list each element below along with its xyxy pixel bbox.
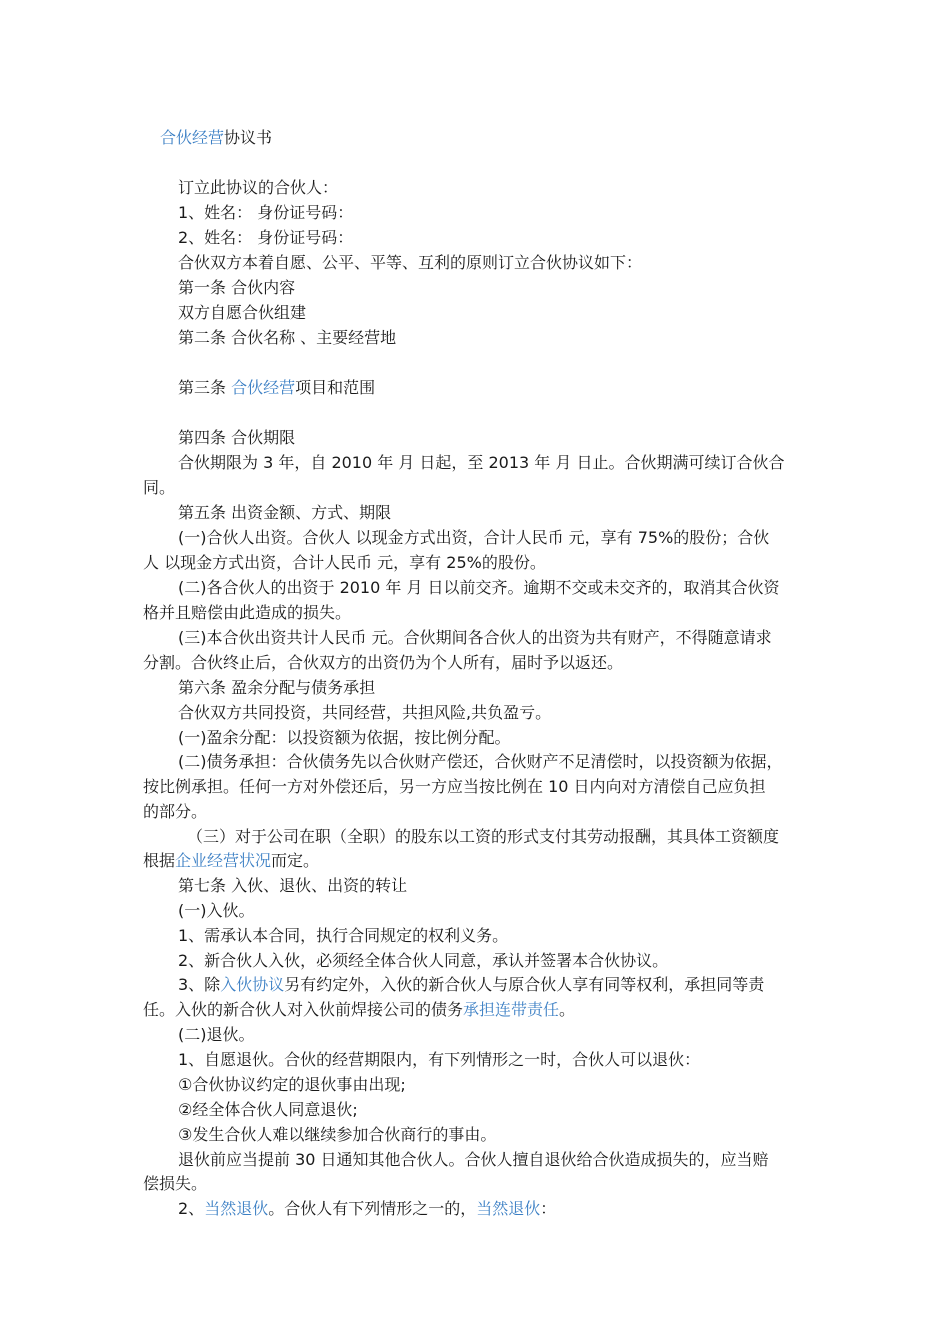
text-run: 而定。 — [271, 851, 320, 870]
text-run: ： — [540, 1199, 557, 1218]
hyperlink[interactable]: 入伙协议 — [220, 975, 285, 994]
paragraph-line — [143, 1000, 575, 1020]
text-run: 3、除 — [178, 975, 221, 994]
paragraph-line: 合伙期限为 3 年，自 2010 年 月 日起，至 2013 年 月 日止。合伙期满可续订合伙合 — [178, 453, 785, 472]
paragraph-line — [143, 851, 319, 871]
list-item: ①合伙协议约定的退伙事由出现; — [178, 1075, 406, 1094]
paragraph-line: 退伙前应当提前 30 日通知其他合伙人。合伙人擅自退伙给合伙造成损失的，应当赔 — [178, 1150, 769, 1169]
article-heading: 第五条 出资金额、方式、期限 — [178, 503, 392, 522]
text-run: 第三条 — [178, 378, 232, 397]
paragraph-line: 人 以现金方式出资，合计人民币 元，享有 25%的股份。 — [143, 553, 546, 572]
paragraph-line: (二)债务承担：合伙债务先以合伙财产偿还，合伙财产不足清偿时，以投资额为依据， — [178, 752, 783, 771]
text-run: 2、 — [178, 1199, 205, 1218]
text-run: 根据 — [143, 851, 176, 870]
article-heading: 第七条 入伙、退伙、出资的转让 — [178, 876, 408, 895]
hyperlink[interactable]: 当然退伙 — [476, 1199, 541, 1218]
paragraph-line: 1、自愿退伙。合伙的经营期限内，有下列情形之一时，合伙人可以退伙： — [178, 1050, 701, 1069]
paragraph-line — [178, 975, 764, 995]
article-heading: 第四条 合伙期限 — [178, 428, 296, 447]
text-run: 任。入伙的新合伙人对入伙前焊接公司的债务 — [143, 1000, 464, 1019]
paragraph-line: 格并且赔偿由此造成的损失。 — [143, 603, 352, 622]
text-run: 另有约定外，入伙的新合伙人与原合伙人享有同等权利，承担同等责 — [284, 975, 765, 994]
hyperlink[interactable]: 合伙经营 — [231, 378, 296, 397]
paragraph-line: (三)本合伙出资共计人民币 元。合伙期间各合伙人的出资为共有财产，不得随意请求 — [178, 628, 772, 647]
paragraph-line: 合伙双方本着自愿、公平、平等、互利的原则订立合伙协议如下： — [178, 253, 643, 272]
paragraph-line: (二)退伙。 — [178, 1025, 255, 1044]
paragraph-line — [178, 1199, 556, 1219]
paragraph-line: 同。 — [143, 478, 176, 497]
title-link[interactable]: 合伙经营 — [160, 128, 225, 147]
paragraph-line: 2、新合伙人入伙，必须经全体合伙人同意，承认并签署本合伙协议。 — [178, 951, 669, 970]
hyperlink[interactable]: 当然退伙 — [204, 1199, 269, 1218]
paragraph-line: (一)盈余分配：以投资额为依据，按比例分配。 — [178, 728, 511, 747]
list-item: ②经全体合伙人同意退伙; — [178, 1100, 358, 1119]
article-heading: 第二条 合伙名称 、主要经营地 — [178, 328, 397, 347]
article-heading: 第六条 盈余分配与债务承担 — [178, 678, 376, 697]
paragraph-line: 1、姓名： 身份证号码： — [178, 203, 354, 222]
hyperlink[interactable]: 企业经营状况 — [175, 851, 272, 870]
paragraph-line: 2、姓名： 身份证号码： — [178, 228, 354, 247]
paragraph-line: (一)入伙。 — [178, 901, 255, 920]
paragraph-line: 合伙双方共同投资，共同经营，共担风险,共负盈亏。 — [178, 703, 552, 722]
paragraph-line: 偿损失。 — [143, 1174, 208, 1193]
paragraph-line: （三）对于公司在职（全职）的股东以工资的形式支付其劳动报酬，其具体工资额度 — [187, 827, 780, 846]
text-run: 。合伙人有下列情形之一的， — [268, 1199, 477, 1218]
title-rest: 协议书 — [224, 128, 273, 147]
list-item: ③发生合伙人难以继续参加合伙商行的事由。 — [178, 1125, 497, 1144]
hyperlink[interactable]: 承担连带责任 — [463, 1000, 560, 1019]
paragraph-line: (一)合伙人出资。合伙人 以现金方式出资，合计人民币 元，享有 75%的股份；合伙 — [178, 528, 770, 547]
article-heading — [178, 378, 375, 398]
text-run: 项目和范围 — [295, 378, 376, 397]
paragraph-line: (二)各合伙人的出资于 2010 年 月 日以前交齐。逾期不交或未交齐的，取消其合伙资 — [178, 578, 780, 597]
text-run: 。 — [559, 1000, 576, 1019]
article-heading: 第一条 合伙内容 — [178, 278, 296, 297]
paragraph-line: 的部分。 — [143, 802, 208, 821]
paragraph-line: 双方自愿合伙组建 — [178, 303, 307, 322]
paragraph-line: 1、需承认本合同，执行合同规定的权利义务。 — [178, 926, 509, 945]
paragraph-line: 订立此协议的合伙人： — [178, 178, 339, 197]
document-title — [160, 128, 272, 148]
paragraph-line: 分割。合伙终止后，合伙双方的出资仍为个人所有，届时予以返还。 — [143, 653, 624, 672]
paragraph-line: 按比例承担。任何一方对外偿还后，另一方应当按比例在 10 日内向对方清偿自己应负担 — [143, 777, 766, 796]
